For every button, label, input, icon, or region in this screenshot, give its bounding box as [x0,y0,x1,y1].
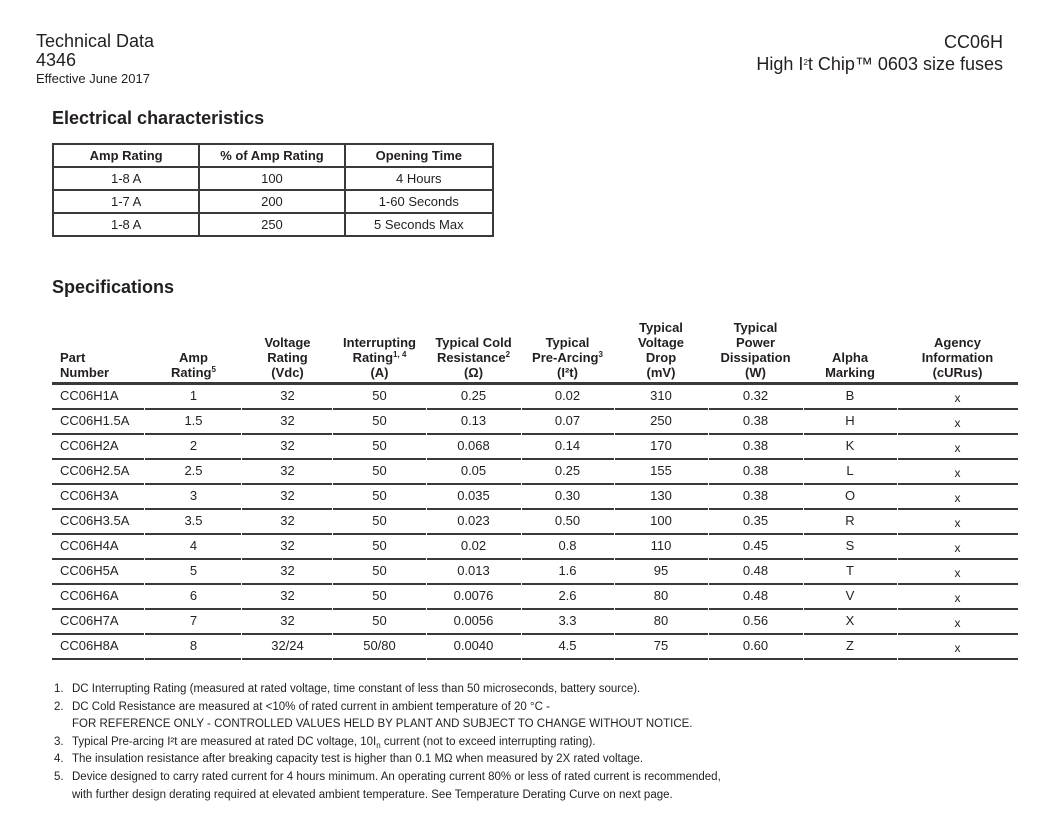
cell-opening-time: 5 Seconds Max [345,213,493,236]
header-text: Dissipation [720,350,791,365]
cell-pre-arcing: 0.8 [558,538,577,554]
table-row [52,510,1018,533]
header-line [242,335,333,350]
cell-voltage-drop: 110 [650,538,672,554]
header-text: (W) [745,365,766,380]
divider-segment [52,658,144,661]
footnote-ref: 2 [505,350,511,359]
cell-power-dissipation: 0.32 [742,388,769,404]
header-line [333,365,426,380]
cell-pre-arcing: 1.6 [558,563,577,579]
header-line [708,350,803,365]
footnote [54,769,721,787]
cell-alpha-marking: V [845,588,855,604]
cell-amp-rating: 2 [189,438,198,454]
header-text: (cURus) [932,365,983,380]
cell-pre-arcing: 0.07 [554,413,581,429]
header-line [897,350,1018,365]
table-row [53,213,493,236]
header-text: (I²t) [557,365,578,380]
table-row [52,460,1018,483]
header-text: Part [60,350,86,365]
divider-segment [804,658,897,661]
header-line [803,350,897,365]
cell-alpha-marking: L [846,463,854,479]
header-text: (A) [370,365,389,380]
cell-part-number: CC06H1.5A [60,413,130,429]
footnote-text: The insulation resistance after breaking capacity test is higher than 0.1 MΩ when measured by 2X rated voltage. [72,753,644,766]
cell-agency-info: x [954,415,961,430]
cell-pre-arcing: 4.5 [558,638,577,654]
cell-cold-resistance: 0.0040 [453,638,494,654]
footnote-ref: 3 [598,350,603,359]
cell-agency-info: x [954,515,961,530]
cell-voltage-rating: 32 [280,588,295,604]
header-text: (Vdc) [271,365,304,380]
header-agency-info [897,335,1018,382]
cell-agency-info: x [954,440,961,455]
table-row [52,610,1018,633]
cell-agency-info: x [954,465,961,480]
table-row [52,585,1018,608]
header-line [426,335,521,350]
footnote [54,787,721,805]
header-cold-resistance [426,335,521,382]
header-percent-amp-rating: % of Amp Rating [199,144,344,167]
footnote-text [72,734,596,752]
cell-amp-rating: 1-8 A [53,167,199,190]
footnote [54,716,721,734]
header-line [521,350,614,365]
cell-voltage-rating: 32 [280,563,295,579]
cell-voltage-rating: 32/24 [271,638,304,654]
cell-agency-info: x [954,640,961,655]
cell-pre-arcing: 0.02 [554,388,581,404]
table-row [53,167,493,190]
cell-pre-arcing: 0.14 [554,438,581,454]
header-line [426,350,521,365]
table-row [53,190,493,213]
header-text: Agency [934,335,981,350]
cell-alpha-marking: K [845,438,855,454]
cell-agency-info: x [954,590,961,605]
row-divider [52,658,1018,661]
cell-part-number: CC06H2A [60,438,119,454]
header-text: Voltage [264,335,311,350]
cell-interrupting-rating: 50 [372,513,387,529]
electrical-characteristics-title: Electrical characteristics [52,108,265,128]
cell-cold-resistance: 0.035 [457,488,490,504]
header-amp-rating [145,350,242,382]
header-line [426,365,521,380]
cell-percent-amp-rating: 200 [199,190,344,213]
divider-segment [615,658,708,661]
specifications-title: Specifications [52,277,175,297]
cell-amp-rating: 7 [189,613,198,629]
cell-voltage-rating: 32 [280,438,295,454]
footnote [54,734,721,752]
cell-part-number: CC06H8A [60,638,119,654]
cell-alpha-marking: R [845,513,855,529]
cell-voltage-rating: 32 [280,538,295,554]
header-text: Rating [267,350,308,365]
divider-segment [242,658,332,661]
table-header-row [53,144,493,167]
cell-part-number: CC06H7A [60,613,119,629]
cell-cold-resistance: 0.13 [460,413,487,429]
cell-voltage-rating: 32 [280,513,295,529]
cell-amp-rating: 2.5 [184,463,203,479]
cell-power-dissipation: 0.45 [742,538,769,554]
product-title-post: t Chip™ 0603 size fuses [807,54,1003,74]
footnote-ref: 1, 4 [393,350,407,359]
product-header [756,31,1003,75]
header-line [803,365,897,380]
header-pre-arcing [521,335,614,382]
header-power-dissipation [708,320,803,382]
footnote-text-pre: Typical Pre-arcing I²t are measured at rated DC voltage, 10I [72,735,377,748]
cell-interrupting-rating: 50 [372,388,387,404]
divider-segment [145,658,241,661]
cell-voltage-drop: 310 [650,388,672,404]
cell-pre-arcing: 2.6 [558,588,577,604]
cell-voltage-drop: 80 [653,613,669,629]
cell-alpha-marking: B [845,388,855,404]
header-text: Drop [645,350,677,365]
header-line [614,320,708,335]
header-text: Voltage [638,335,684,350]
footnote [54,681,721,699]
cell-voltage-rating: 32 [280,613,295,629]
cell-pre-arcing: 0.30 [554,488,581,504]
footnote-number: 5. [54,770,64,783]
cell-part-number: CC06H3A [60,488,119,504]
footnote-number: 3. [54,735,64,748]
table-header-row [52,316,1018,385]
cell-power-dissipation: 0.60 [742,638,769,654]
footnote-text: with further design derating required at elevated ambient temperature. See Temperature Derating Curve on next page. [72,788,673,801]
header-line [897,335,1018,350]
header-text: Number [60,365,110,380]
footnotes [54,681,721,804]
electrical-characteristics-table [52,143,494,237]
cell-cold-resistance: 0.023 [457,513,490,529]
cell-voltage-drop: 80 [653,588,669,604]
cell-alpha-marking: Z [846,638,854,654]
divider-segment [427,658,521,661]
footnote [54,699,721,717]
header-text: Marking [825,365,875,380]
header-text: Typical [733,320,778,335]
cell-interrupting-rating: 50 [372,413,387,429]
table-row [52,485,1018,508]
cell-voltage-rating: 32 [280,463,295,479]
header-text: Interrupting [343,335,416,350]
cell-interrupting-rating: 50 [372,538,387,554]
cell-alpha-marking: H [845,413,855,429]
cell-alpha-marking: S [845,538,855,554]
cell-amp-rating: 1.5 [184,413,203,429]
cell-power-dissipation: 0.38 [742,438,769,454]
cell-voltage-drop: 250 [650,413,672,429]
header-line [708,335,803,350]
cell-power-dissipation: 0.48 [742,588,769,604]
footnote-text: DC Interrupting Rating (measured at rated voltage, time constant of less than 50 microseconds, battery source). [72,683,641,695]
effective-date: Effective June 2017 [36,71,150,86]
header-line [60,365,145,380]
product-title [756,53,1003,75]
cell-cold-resistance: 0.0056 [453,613,494,629]
cell-cold-resistance: 0.0076 [453,588,494,604]
cell-pre-arcing: 0.25 [554,463,581,479]
cell-agency-info: x [954,615,961,630]
cell-voltage-drop: 75 [653,638,669,654]
header-text: Rating [352,350,394,365]
cell-part-number: CC06H1A [60,388,119,404]
header-text: Typical Cold [435,335,512,350]
table-row [52,410,1018,433]
header-line [145,350,242,365]
document-type: Technical Data [36,31,155,51]
header-text: Power [735,335,775,350]
product-title-sup: 2 [803,58,808,67]
cell-power-dissipation: 0.38 [742,488,769,504]
header-line [708,365,803,380]
divider-segment [333,658,425,661]
cell-alpha-marking: O [844,488,856,504]
specifications-table [52,316,1018,660]
table-row [52,560,1018,583]
product-title-pre: High I [756,54,804,74]
table-row [52,535,1018,558]
footnote-ref: 5 [211,365,216,374]
cell-agency-info: x [954,490,961,505]
footnote [54,751,721,769]
cell-interrupting-rating: 50/80 [363,638,396,654]
cell-amp-rating: 3.5 [184,513,203,529]
cell-opening-time: 1-60 Seconds [345,190,493,213]
footnote-text-post: current (not to exceed interrupting rating). [380,735,596,748]
cell-part-number: CC06H4A [60,538,119,554]
header-text: Pre-Arcing [532,350,599,365]
footnote-number: 2. [54,700,64,713]
header-text: Alpha [831,350,869,365]
header-text: Rating [171,365,212,380]
footnote-text: Device designed to carry rated current for 4 hours minimum. An operating current 80% or less of rated current is recommended, [72,770,721,783]
divider-segment [522,658,614,661]
cell-amp-rating: 4 [189,538,198,554]
header-voltage-rating [242,335,333,382]
product-code: CC06H [943,32,1003,52]
header-line [333,335,426,350]
header-line [60,350,145,365]
cell-agency-info: x [954,565,961,580]
divider-segment [709,658,803,661]
cell-part-number: CC06H6A [60,588,119,604]
cell-amp-rating: 1 [189,388,198,404]
header-text: Amp [179,350,208,365]
cell-cold-resistance: 0.25 [460,388,487,404]
header-line [614,350,708,365]
cell-voltage-drop: 130 [650,488,672,504]
footnote-text: DC Cold Resistance are measured at <10% of rated current in ambient temperature of 20 °C - [72,700,550,713]
header-line [145,365,242,380]
cell-power-dissipation: 0.35 [742,513,769,529]
cell-alpha-marking: T [846,563,854,579]
cell-agency-info: x [954,540,961,555]
cell-interrupting-rating: 50 [372,438,387,454]
header-amp-rating: Amp Rating [53,144,199,167]
cell-voltage-drop: 155 [650,463,672,479]
cell-alpha-marking: X [845,613,855,629]
header-line [614,335,708,350]
header-text: (mV) [646,365,676,380]
cell-voltage-drop: 100 [650,513,672,529]
header-text: (Ω) [463,365,484,380]
header-line [521,365,614,380]
header-line [521,335,614,350]
cell-interrupting-rating: 50 [372,613,387,629]
header-alpha-marking [803,350,897,382]
header-text: Resistance [436,350,506,365]
cell-power-dissipation: 0.48 [742,563,769,579]
footnote-number: 1. [54,683,64,695]
footnote-number: 4. [54,753,64,766]
cell-voltage-rating: 32 [280,388,295,404]
header-line [242,350,333,365]
cell-interrupting-rating: 50 [372,588,387,604]
cell-cold-resistance: 0.02 [460,538,487,554]
cell-part-number: CC06H2.5A [60,463,130,479]
header-text: Information [921,350,994,365]
cell-opening-time: 4 Hours [345,167,493,190]
header-opening-time: Opening Time [345,144,493,167]
table-row [52,435,1018,458]
cell-percent-amp-rating: 250 [199,213,344,236]
header-voltage-drop [614,320,708,382]
cell-power-dissipation: 0.38 [742,463,769,479]
cell-cold-resistance: 0.068 [457,438,490,454]
cell-interrupting-rating: 50 [372,563,387,579]
cell-interrupting-rating: 50 [372,463,387,479]
footnote-text: FOR REFERENCE ONLY - CONTROLLED VALUES HELD BY PLANT AND SUBJECT TO CHANGE WITHOUT NOTICE. [72,718,693,731]
cell-cold-resistance: 0.013 [457,563,490,579]
cell-voltage-drop: 170 [650,438,672,454]
cell-pre-arcing: 0.50 [554,513,581,529]
table-row [52,635,1018,658]
table-row [52,385,1018,408]
header-text: Typical [639,320,683,335]
header-line [614,365,708,380]
cell-voltage-drop: 95 [653,563,669,579]
header-line [897,365,1018,380]
cell-amp-rating: 3 [189,488,198,504]
header-interrupting-rating [333,335,426,382]
cell-amp-rating: 8 [189,638,198,654]
header-line [242,365,333,380]
cell-percent-amp-rating: 100 [199,167,344,190]
header-text: Typical [545,335,590,350]
footnote-subscript: n [376,740,381,750]
cell-amp-rating: 1-7 A [53,190,199,213]
cell-part-number: CC06H5A [60,563,119,579]
cell-power-dissipation: 0.38 [742,413,769,429]
cell-amp-rating: 1-8 A [53,213,199,236]
cell-voltage-rating: 32 [280,413,295,429]
cell-amp-rating: 6 [189,588,198,604]
cell-power-dissipation: 0.56 [742,613,769,629]
cell-agency-info: x [954,390,961,405]
cell-part-number: CC06H3.5A [60,513,130,529]
cell-cold-resistance: 0.05 [460,463,487,479]
cell-interrupting-rating: 50 [372,488,387,504]
cell-amp-rating: 5 [189,563,198,579]
header-line [708,320,803,335]
header-part-number [52,350,145,382]
document-number: 4346 [36,50,77,70]
header-line [333,350,426,365]
cell-voltage-rating: 32 [280,488,295,504]
cell-pre-arcing: 3.3 [558,613,577,629]
